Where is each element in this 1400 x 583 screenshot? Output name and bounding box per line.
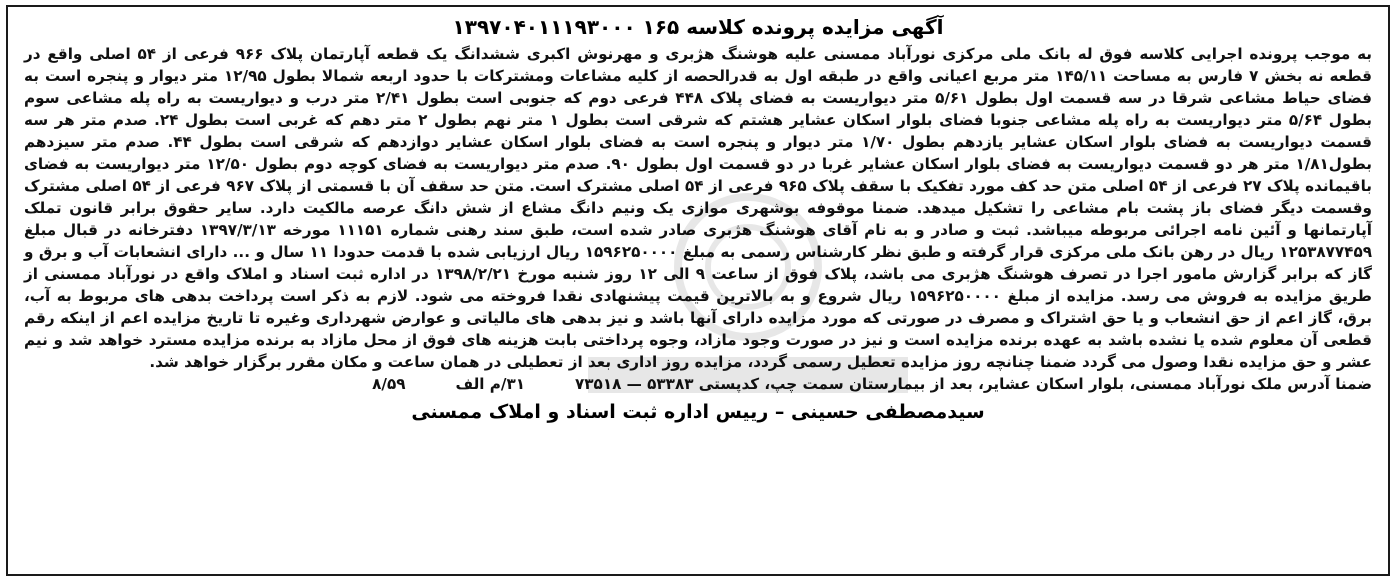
- reference-number: ۸/۵۹: [372, 375, 406, 393]
- notice-paragraph: به موجب پرونده اجرایی کلاسه فوق له بانک ملی مرکزی نورآباد ممسنی علیه هوشنگ هژبری و مهرنوش اکبری ششدانگ یک قطعه آپارتمان پلاک ۹۶۶ فرعی از ۵۴ اصلی واقع در قطعه نه بخش ۷ فارس به مساحت ۱۴۵/۱۱ متر مربع اعیانی واقع در طبقه اول به قدرالحصه از کلیه مشاعات ومشترکات با حدود اربعه شمالا بطول ۱۲/۹۵ متر دیوار و پنجره است به فضای حیاط مشاعی شرقا در سه قسمت اول بطول ۵/۶۱ متر دیواریست به فضای پلاک ۴۴۸ فرعی دوم که جنوبی است بطول ۲/۴۱ متر درب و دیواریست به راه پله مشاعی سوم بطول ۵/۶۴ متر دیواریست به راه پله مشاعی جنوبا فضای بلوار اسکان عشایر هشتم که شرقی است بطول ۱ متر نهم بطول ۲ متر دهم که غربی است بطول ۲۴. صدم متر هر سه قسمت دیواریست به فضای بلوار اسکان عشایر یازدهم بطول ۱/۷۰ متر دیوار و پنجره است به فضای بلوار اسکان عشایر دوازدهم که شرقی است بطول ۴۴. صدم متر سیزدهم بطول۱/۸۱ متر هر دو قسمت دیواریست به فضای بلوار اسکان عشایر غربا در دو قسمت اول بطول ۹۰. صدم متر دیواریست به فضای کوچه دوم بطول ۱۲/۵۰ متر دیواریست به فضای باقیمانده پلاک ۲۷ فرعی از ۵۴ اصلی متن حد کف مورد تفکیک با سقف پلاک ۹۶۵ فرعی از ۵۴ اصلی مشترک است. متن حد سقف آن با قسمتی از پلاک ۹۶۷ فرعی از ۵۴ اصلی مشترک وقسمت دیگر فضای باز پشت بام مشاعی را تشکیل میدهد. ضمنا موقوفه بوشهری موازی یک ونیم دانگ مشاع از شش دانگ عرصه مالکیت دارد. سایر حقوق برابر قانون تملک آپارتمانها و آئین نامه اجرائی مربوطه میباشد. ثبت و صادر و به نام آقای هوشنگ هژبری صادر شده است، طبق سند رهنی شماره ۱۱۱۵۱ مورخه ۱۳۹۷/۳/۱۳ دفترخانه در قبال مبلغ ۱۲۵۳۸۷۷۴۵۹ ریال در رهن بانک ملی مرکزی قرار گرفته و طبق نظر کارشناس رسمی به مبلغ ۱۵۹۶۲۵۰۰۰۰ ریال ارزیابی شده با قدمت حدودا ۱۱ سال و ... دارای انشعابات آب و برق و گاز که برابر گزارش مامور اجرا در تصرف هوشنگ هژبری می باشد، پلاک فوق از ساعت ۹ الی ۱۲ روز شنبه مورخ ۱۳۹۸/۲/۲۱ در اداره ثبت اسناد و املاک واقع در نورآباد ممسنی از طریق مزایده به فروش می رسد. مزایده از مبلغ ۱۵۹۶۲۵۰۰۰۰ ریال شروع و به بالاترین قیمت پیشنهادی نقدا فروخته می شود. لازم به ذکر است پرداخت بدهی های مربوط به آب، برق، گاز اعم از حق انشعاب و یا حق اشتراک و مصرف در صورتی که مورد مزایده دارای آنها باشد و نیز بدهی های مالیاتی و عوارض شهرداری وغیره تا تاریخ مزایده اعم از اینکه رقم قطعی آن معلوم شده یا نشده باشد به عهده برنده مزایده است و نیز در صورت وجود مازاد، وجوه پرداختی بابت هزینه های فوق از محل مازاد به برنده مزایده مسترد خواهد شد و نیم عشر و حق مزایده نقدا وصول می گردد ضمنا چنانچه روز مزایده تعطیل رسمی گردد، مزایده روز اداری بعد از تعطیلی در همان ساعت و مکان مقرر برگزار خواهد شد.: [24, 45, 1373, 371]
- notice-body: [24, 43, 1372, 373]
- reference-code: ۳۱/م الف: [455, 375, 526, 393]
- signature-line: سیدمصطفی حسینی – رییس اداره ثبت اسناد و املاک ممسنی: [411, 401, 985, 423]
- auction-notice: [6, 5, 1390, 576]
- notice-title: آگهی مزایده پرونده کلاسه ۱۶۵ ۱۳۹۷۰۴۰۱۱۱۹۳۰۰۰: [452, 15, 944, 39]
- property-address: ضمنا آدرس ملک نورآباد ممسنی، بلوار اسکان عشایر، بعد از بیمارستان سمت چپ، کدپستی ۵۳۳۸۳ — ۷۳۵۱۸: [575, 375, 1372, 393]
- address-line: [24, 373, 1372, 395]
